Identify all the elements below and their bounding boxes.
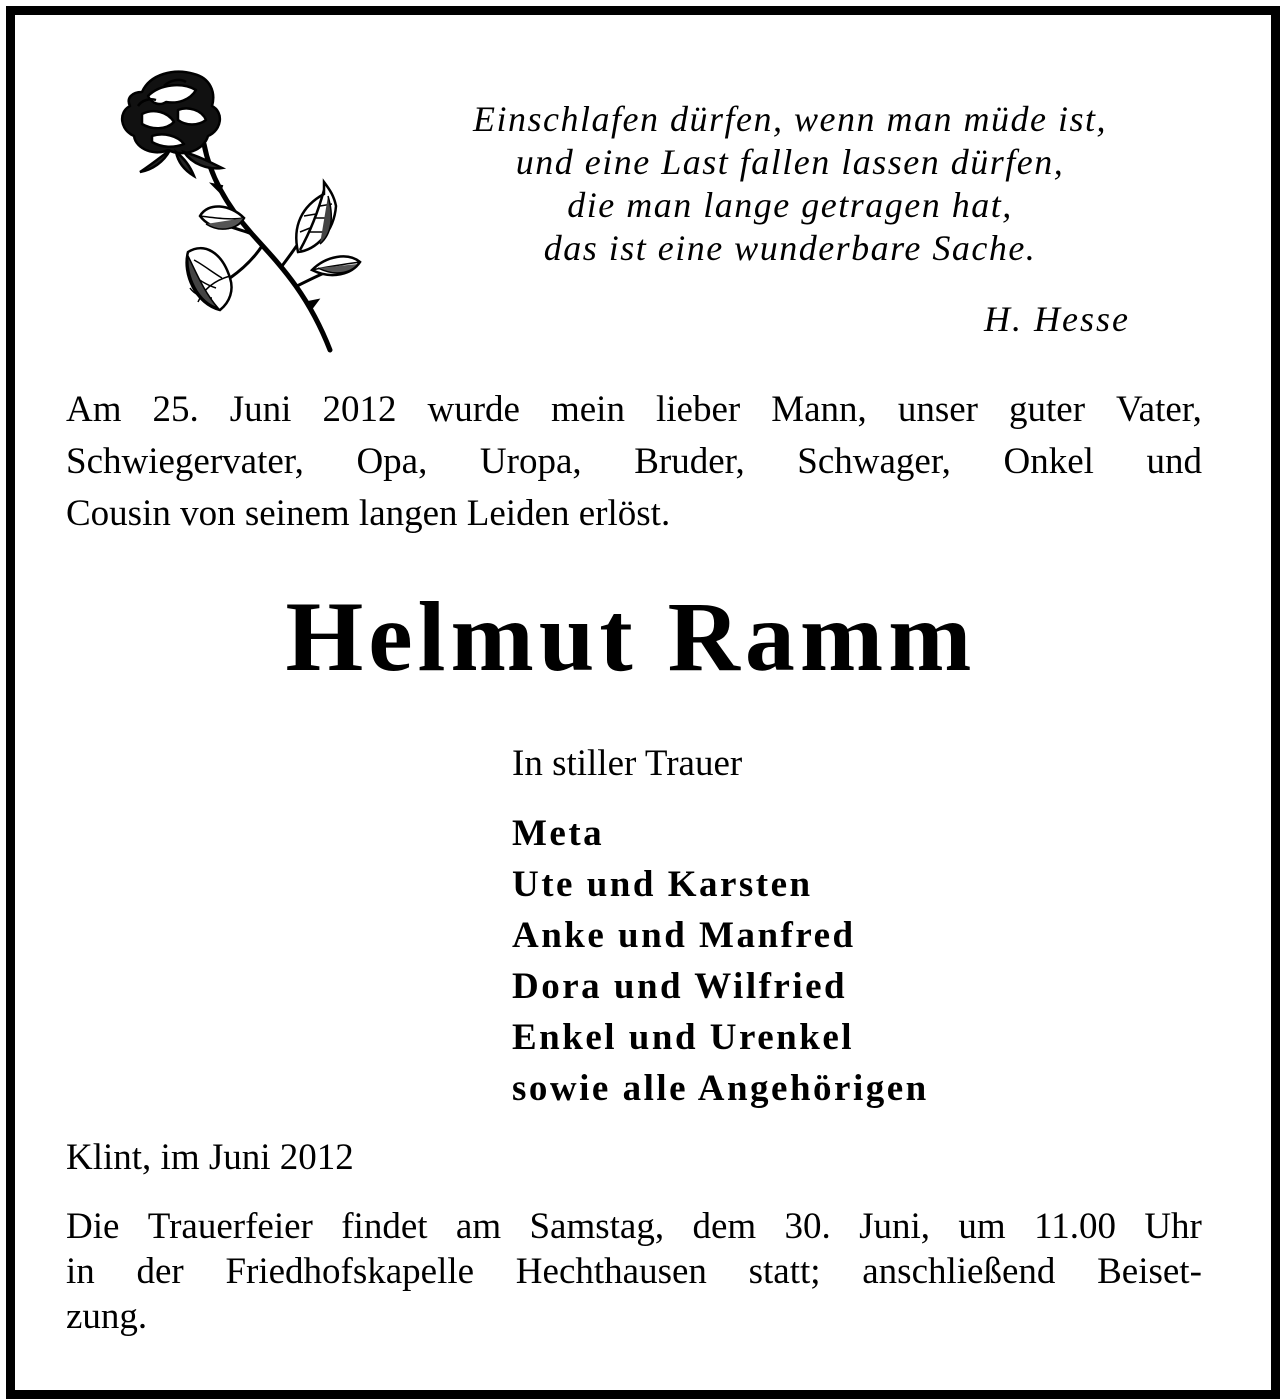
intro-line-2 <box>66 436 1202 488</box>
word: Schwiegervater, <box>66 441 304 482</box>
quote-author: H. Hesse <box>984 299 1130 339</box>
mourners-list <box>512 808 929 1114</box>
word: Bruder, <box>634 441 745 482</box>
word: der <box>136 1251 184 1292</box>
word: Uhr <box>1144 1206 1202 1247</box>
word: mein <box>550 389 625 430</box>
deceased-name: Helmut Ramm <box>285 581 977 692</box>
word: Schwager, <box>797 441 951 482</box>
word: Die <box>66 1206 120 1247</box>
word: Juni, <box>859 1206 931 1247</box>
mourner-item: Ute und Karsten <box>512 864 813 905</box>
rose-icon <box>112 66 362 356</box>
quote-line: und eine Last fallen lassen dürfen, <box>515 142 1065 182</box>
word: 25. <box>152 389 199 430</box>
word: unser <box>897 389 978 430</box>
intro-line-1 <box>66 384 1202 436</box>
mourner-item: Anke und Manfred <box>512 915 856 956</box>
word: in <box>66 1251 95 1292</box>
service-line-3: zung. <box>66 1296 148 1337</box>
mourner-item: Dora und Wilfried <box>512 966 848 1007</box>
word: lieber <box>655 389 741 430</box>
quote-line: die man lange getragen hat, <box>567 185 1013 225</box>
service-line-1 <box>66 1204 1202 1249</box>
word: 30. <box>784 1206 831 1247</box>
word: Opa, <box>356 441 428 482</box>
word: Beiset- <box>1097 1251 1202 1292</box>
word: 11.00 <box>1034 1206 1116 1247</box>
word: guter <box>1009 389 1086 430</box>
service-paragraph <box>66 1204 1202 1339</box>
word: um <box>958 1206 1006 1247</box>
word: Samstag, <box>529 1206 665 1247</box>
word: statt; <box>748 1251 821 1292</box>
quote-block <box>400 98 1180 270</box>
word: Uropa, <box>479 441 582 482</box>
service-line-2 <box>66 1249 1202 1294</box>
word: anschließend <box>862 1251 1056 1292</box>
word: Hechthausen <box>515 1251 707 1292</box>
word: Friedhofskapelle <box>225 1251 475 1292</box>
word: 2012 <box>322 389 397 430</box>
word: Juni <box>229 389 292 430</box>
word: Vater, <box>1116 389 1202 430</box>
word: Am <box>66 389 122 430</box>
word: am <box>455 1206 502 1247</box>
word: Onkel <box>1003 441 1094 482</box>
mourner-item: Meta <box>512 813 605 854</box>
word: wurde <box>427 389 520 430</box>
mourner-item: sowie alle Angehörigen <box>512 1068 929 1109</box>
quote-line: Einschlafen dürfen, wenn man müde ist, <box>473 99 1107 139</box>
mourning-text: In stiller Trauer <box>512 743 743 784</box>
word: findet <box>341 1206 428 1247</box>
word: Trauerfeier <box>147 1206 313 1247</box>
word: und <box>1146 441 1202 482</box>
quote-line: das ist eine wunderbare Sache. <box>543 228 1037 268</box>
word: Mann, <box>771 389 867 430</box>
mourner-item: Enkel und Urenkel <box>512 1017 855 1058</box>
word: dem <box>692 1206 757 1247</box>
place-date: Klint, im Juni 2012 <box>66 1137 354 1178</box>
intro-line-3: Cousin von seinem langen Leiden erlöst. <box>66 493 671 534</box>
intro-paragraph <box>66 384 1202 540</box>
